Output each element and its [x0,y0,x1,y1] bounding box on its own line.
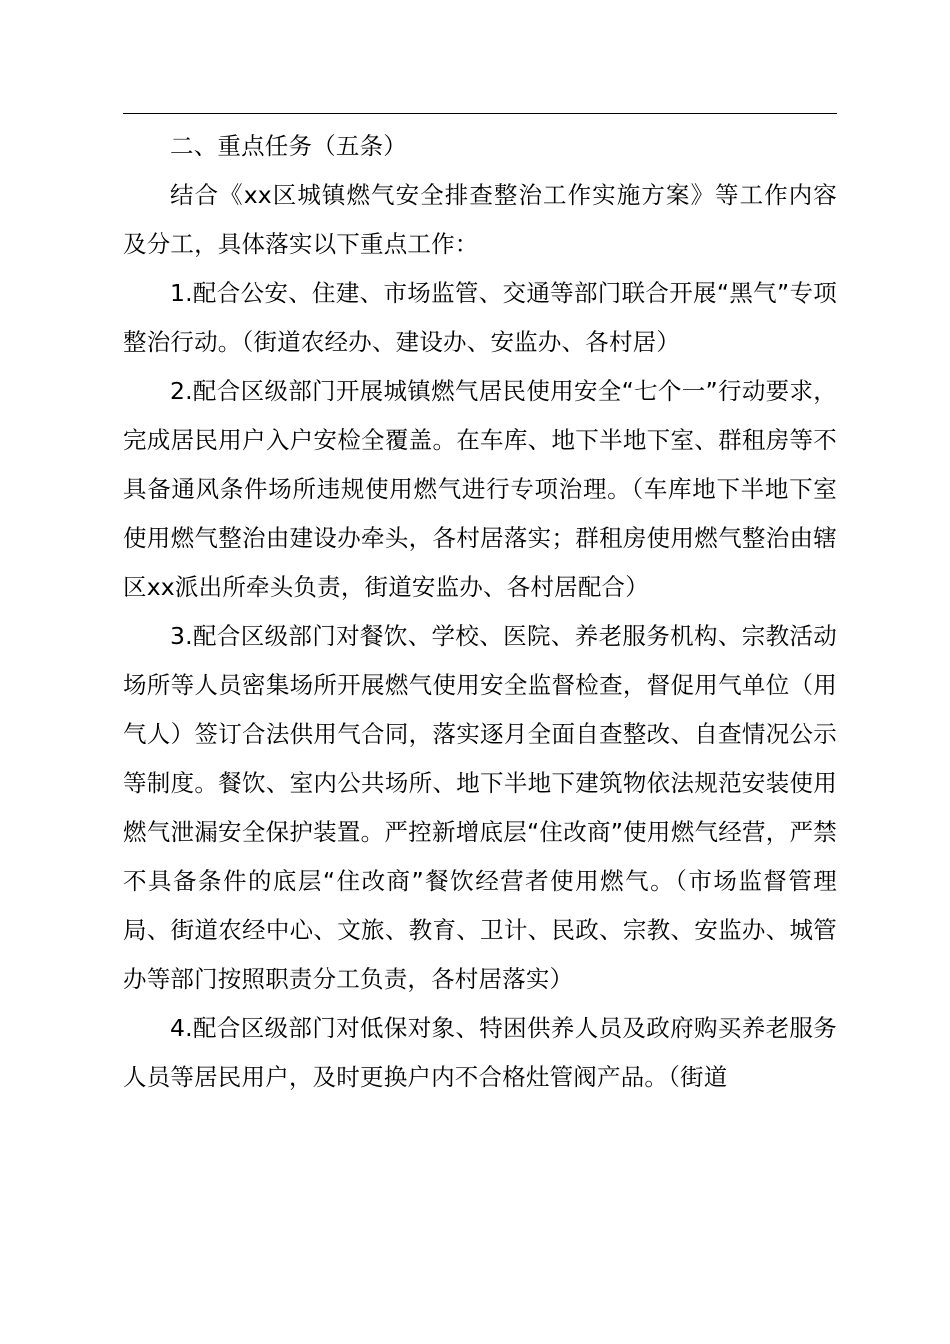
task-item-2: 2.配合区级部门开展城镇燃气居民使用安全“七个一”行动要求，完成居民用户入户安检全覆盖。在车库、地下半地下室、群租房等不具备通风条件场所违规使用燃气进行专项治理。（车库地下半地下室使用燃气整治由建设办牵头，各村居落实；群租房使用燃气整治由辖区xx派出所牵头负责，街道安监办、各村居配合） [123,377,837,601]
task-item-4: 4.配合区级部门对低保对象、特困供养人员及政府购买养老服务人员等居民用户，及时更换户内不合格灶管阀产品。（街道 [123,1014,837,1091]
section-heading: 二、重点任务（五条） [170,132,407,160]
task-item-3: 3.配合区级部门对餐饮、学校、医院、养老服务机构、宗教活动场所等人员密集场所开展燃气使用安全监督检查，督促用气单位（用气人）签订合法供用气合同，落实逐月全面自查整改、自查情况公示等制度。餐饮、室内公共场所、地下半地下建筑物依法规范安装使用燃气泄漏安全保护装置。严控新增底层“住改商”使用燃气经营，严禁不具备条件的底层“住改商”餐饮经营者使用燃气。（市场监督管理局、街道农经中心、文旅、教育、卫计、民政、宗教、安监办、城管办等部门按照职责分工负责，各村居落实） [123,622,837,993]
header-rule [123,113,837,114]
intro-paragraph: 结合《xx区城镇燃气安全排查整治工作实施方案》等工作内容及分工，具体落实以下重点工作： [123,181,837,258]
document-body [123,122,837,1102]
task-item-1: 1.配合公安、住建、市场监管、交通等部门联合开展“黑气”专项整治行动。（街道农经办、建设办、安监办、各村居） [123,279,837,356]
